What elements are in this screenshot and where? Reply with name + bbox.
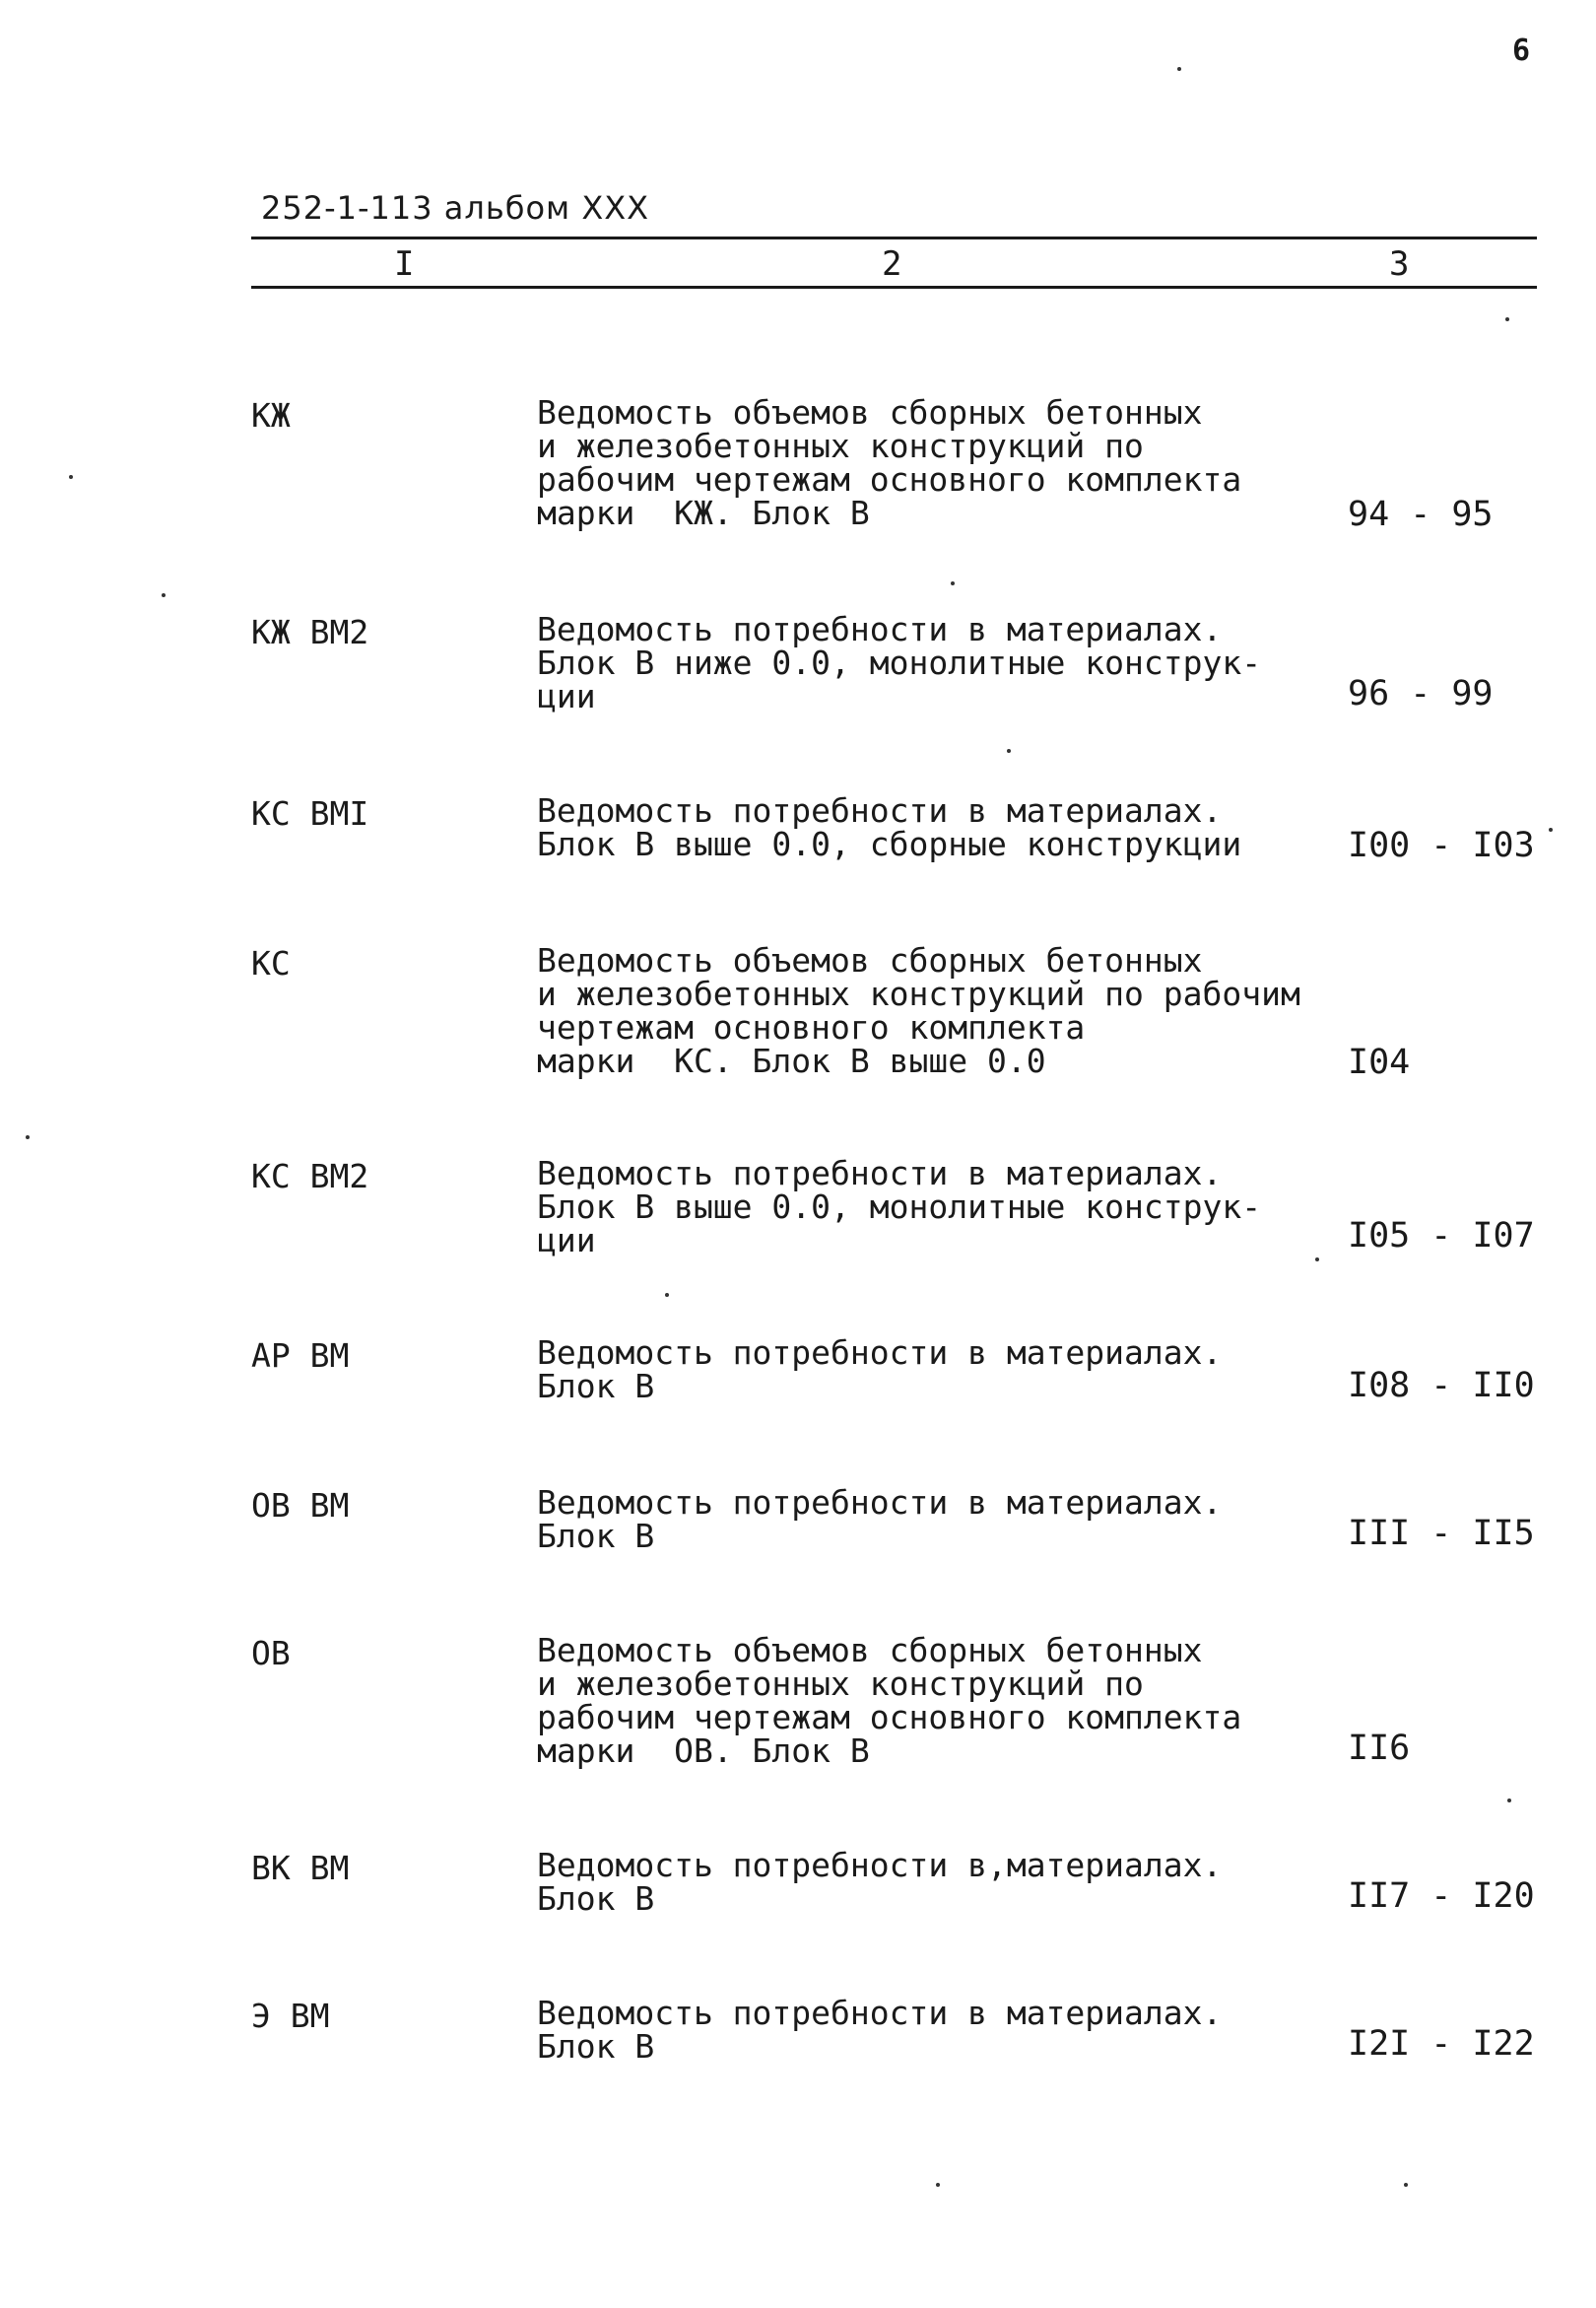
scan-speck bbox=[69, 475, 73, 479]
entry-code: ВК ВМ bbox=[251, 1849, 350, 1887]
entry-description: Ведомость объемов сборных бетонных и железобетонных конструкций по рабочим чертежам основного комплекта марки КЖ. Блок В bbox=[537, 393, 1242, 532]
scan-speck bbox=[1404, 2183, 1408, 2187]
column-header-2: 2 bbox=[882, 244, 902, 284]
entry-description: Ведомость потребности в материалах. Блок В bbox=[537, 1994, 1223, 2066]
scan-speck bbox=[951, 581, 955, 585]
scan-speck bbox=[1007, 749, 1011, 753]
scan-speck bbox=[665, 1293, 669, 1297]
entry-pages: II6 bbox=[1348, 1729, 1411, 1768]
column-header-1: I bbox=[394, 244, 415, 284]
entry-description: Ведомость потребности в материалах. Блок В выше 0.0, сборные конструкции bbox=[537, 791, 1242, 863]
entry-code: КС ВМI bbox=[251, 794, 369, 833]
album-label: 252-1-113 альбом XXX bbox=[261, 189, 650, 227]
scan-speck bbox=[1177, 67, 1181, 71]
entry-description: Ведомость потребности в материалах. Блок В ниже 0.0, монолитные конструк- ции bbox=[537, 610, 1262, 715]
entry-description: Ведомость потребности в материалах. Блок В bbox=[537, 1333, 1223, 1405]
scan-speck bbox=[1507, 1799, 1511, 1802]
entry-code: КЖ ВМ2 bbox=[251, 613, 369, 651]
column-header-3: 3 bbox=[1389, 244, 1410, 284]
header-rule-bottom bbox=[251, 286, 1537, 289]
entry-description: Ведомость потребности в,материалах. Блок В bbox=[537, 1846, 1223, 1918]
entry-pages: II7 - I20 bbox=[1348, 1876, 1535, 1916]
scan-speck bbox=[1549, 828, 1553, 832]
header-rule-top bbox=[251, 237, 1537, 239]
entry-pages: I2I - I22 bbox=[1348, 2024, 1535, 2064]
scan-speck bbox=[1315, 1257, 1319, 1261]
scan-speck bbox=[26, 1135, 30, 1139]
entry-description: Ведомость объемов сборных бетонных и железобетонных конструкций по рабочим чертежам основного комплекта марки ОВ. Блок В bbox=[537, 1631, 1242, 1770]
entry-code: КС bbox=[251, 944, 291, 983]
entry-pages: I00 - I03 bbox=[1348, 826, 1535, 865]
entry-description: Ведомость потребности в материалах. Блок В bbox=[537, 1483, 1223, 1555]
entry-description: Ведомость потребности в материалах. Блок В выше 0.0, монолитные конструк- ции bbox=[537, 1154, 1262, 1259]
entry-code: АР ВМ bbox=[251, 1336, 350, 1375]
entry-pages: 96 - 99 bbox=[1348, 674, 1494, 713]
entry-code: КС ВМ2 bbox=[251, 1157, 369, 1195]
entry-pages: I08 - II0 bbox=[1348, 1366, 1535, 1405]
page-number: 6 bbox=[1512, 34, 1531, 68]
entry-code: ОВ bbox=[251, 1634, 291, 1672]
entry-pages: 94 - 95 bbox=[1348, 495, 1494, 534]
entry-pages: I04 bbox=[1348, 1043, 1411, 1082]
entry-code: Э ВМ bbox=[251, 1997, 330, 2035]
entry-pages: III - II5 bbox=[1348, 1514, 1535, 1553]
entry-code: КЖ bbox=[251, 396, 291, 435]
scan-speck bbox=[1505, 317, 1509, 321]
entry-description: Ведомость объемов сборных бетонных и железобетонных конструкций по рабочим чертежам основного комплекта марки КС. Блок В выше 0.0 bbox=[537, 941, 1300, 1080]
scan-speck bbox=[936, 2183, 940, 2187]
entry-pages: I05 - I07 bbox=[1348, 1216, 1535, 1256]
scan-speck bbox=[162, 593, 166, 597]
entry-code: ОВ ВМ bbox=[251, 1486, 350, 1525]
